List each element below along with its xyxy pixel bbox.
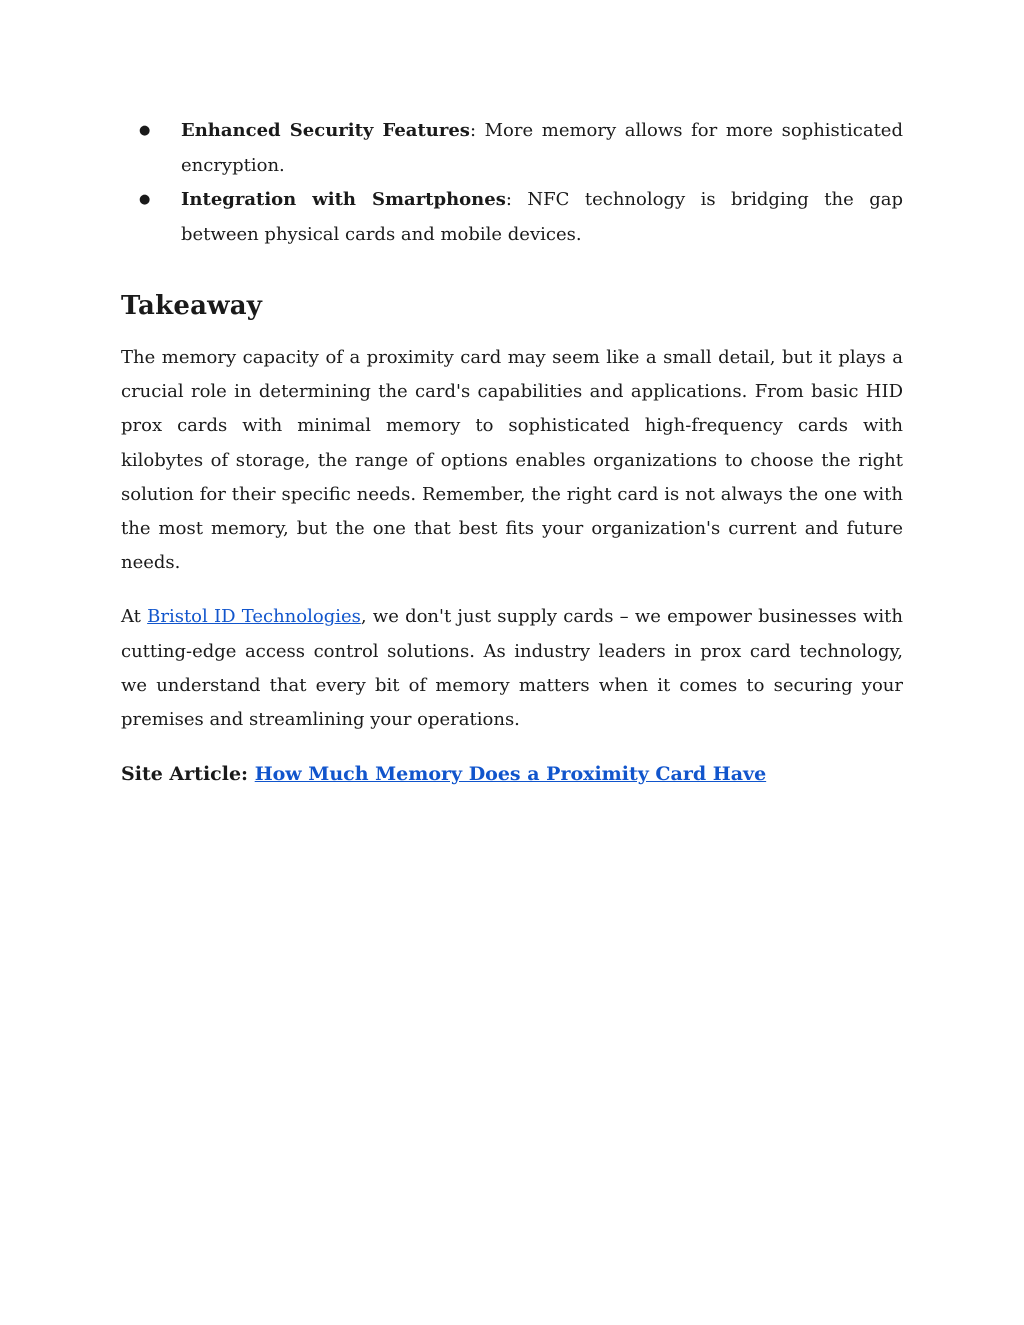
company-paragraph-suffix: , we don't just supply cards – we empower businesses with cutting-edge access control solutions. As industry leaders in prox card technology, we understand that every bit of memory matters when it comes to securing your premises and streamlining your operations. [121,606,903,731]
feature-item-smartphones [121,183,903,252]
site-article-link[interactable]: How Much Memory Does a Proximity Card Have [254,763,767,786]
takeaway-paragraph: The memory capacity of a proximity card may seem like a small detail, but it plays a crucial role in determining the card's capabilities and applications. From basic HID prox cards with minimal memory to sophisticated high-frequency cards with kilobytes of storage, the range of options enables organizations to choose the right solution for their specific needs. Remember, the right card is not always the one with the most memory, but the one that best fits your organization's current and future needs. [121,347,903,574]
feature-description: : More memory allows for more sophisticated encryption. [181,120,903,176]
company-link[interactable]: Bristol ID Technologies [147,606,361,628]
feature-item-security [121,114,903,183]
feature-term: Enhanced Security Features [181,120,470,141]
feature-term: Integration with Smartphones [181,189,506,210]
bullet-icon: ● [139,123,151,138]
feature-description: : NFC technology is bridging the gap between physical cards and mobile devices. [181,189,903,245]
feature-list [121,114,903,252]
site-article-label: Site Article: [121,763,249,786]
site-article-line [121,757,903,791]
company-paragraph-prefix: At [121,606,148,628]
document-page [121,114,903,791]
bullet-icon: ● [139,192,151,207]
company-paragraph [121,600,903,737]
section-heading-takeaway: Takeaway [121,291,263,321]
